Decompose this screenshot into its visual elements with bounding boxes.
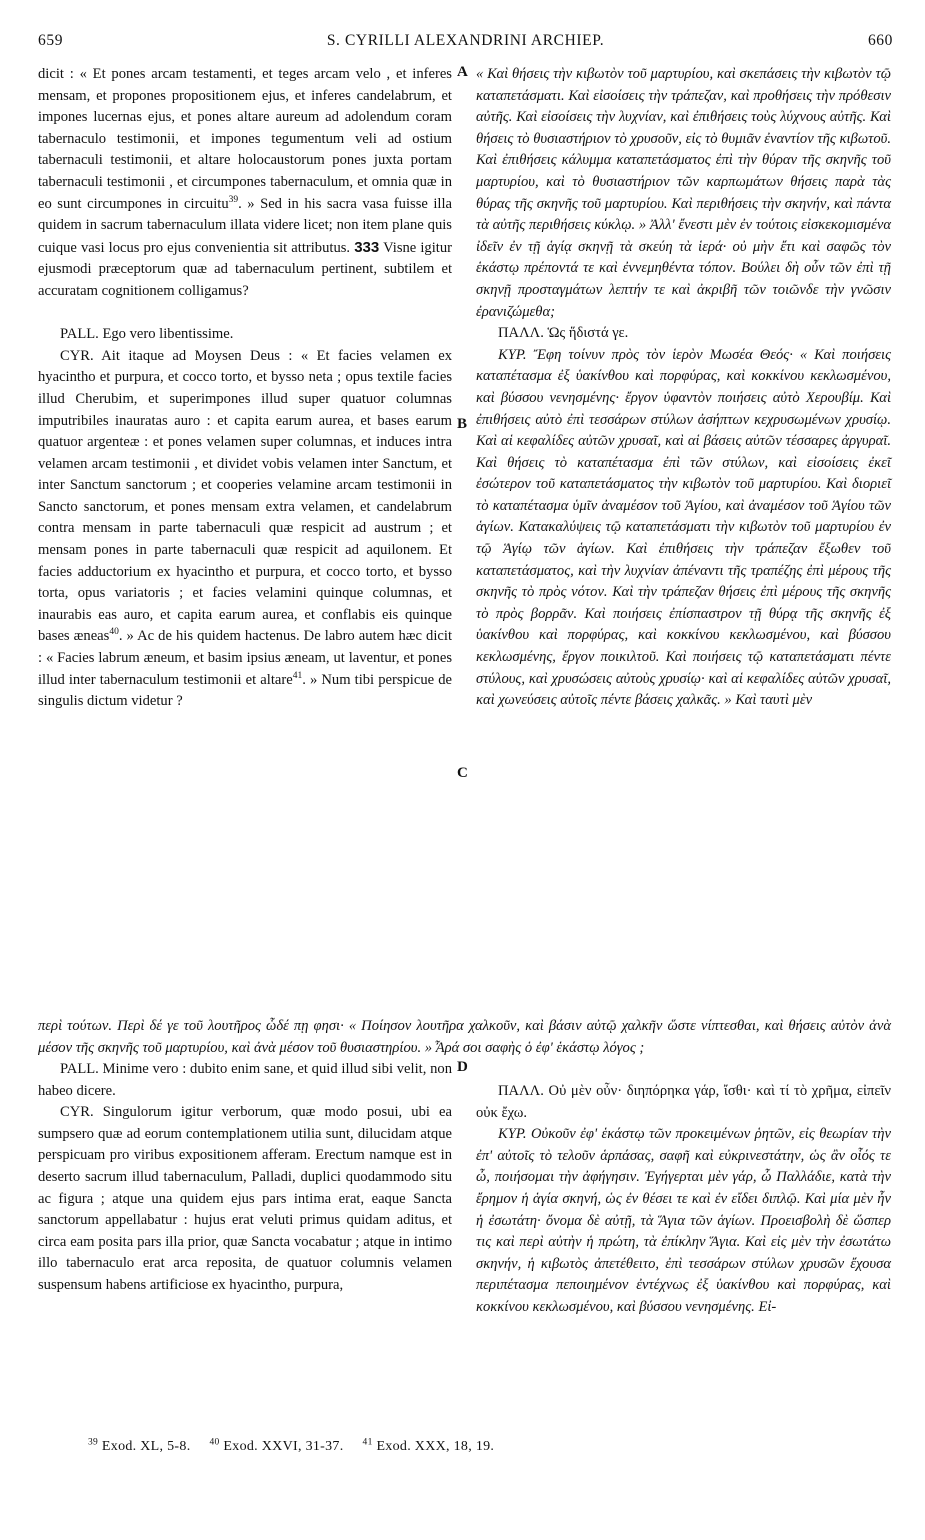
greek-span-paragraph: περὶ τούτων. Περὶ δέ γε τοῦ λουτῆρος ὧδέ πῃ φησι· « Ποίησον λουτῆρα χαλκοῦν, καὶ βάσιν αὐτῷ χαλκῆν ὥστε νίπτεσθαι, καὶ θήσεις αὐτὸν ἀνὰ μέσον τῆς σκηνῆς τοῦ μαρτυρίου, καὶ ἀνὰ μέσον τοῦ θυσιαστηρίου. » Ἆρά σοι σαφὴς ὁ ἐφ' ἑκάστῳ λόγος ; <box>38 1018 891 1056</box>
running-title: S. CYRILLI ALEXANDRINI ARCHIEP. <box>326 32 605 49</box>
latin-paragraph <box>38 64 452 303</box>
footnote-marker-39: 39 <box>88 1437 99 1448</box>
footnote-41: Exod. XXX, 18, 19. <box>376 1439 495 1454</box>
margin-letter-c: C <box>457 765 468 781</box>
margin-letter-d: D <box>457 1059 468 1075</box>
greek-speaker-kyr-bottom: ΚΥΡ. Οὐκοῦν ἐφ' ἑκάστῳ τῶν προκειμένων ῥητῶν, εἰς θεωρίαν τὴν ἐπ' αὐτοῖς τὸ τελοῦν ἁρπάσας, σαφῆ καὶ εὐκρινεστάτην, ὡς ἂν οἷός τε ὦ, ποιήσομαι τὴν ἀφήγησιν. Ἐγήγερται μὲν γάρ, ὦ Παλλάδιε, κατὰ τὴν ἔρημον ἡ ἁγία σκηνή, ὡς ἐν θέσει τε καὶ ἐν εἴδει διπλῷ. Καὶ μία μὲν ἦν ἡ ἐσωτάτη· ὄνομα δὲ αὐτῇ, τὰ Ἅγια τῶν ἁγίων. Προεισβολὴ δὲ ὥσπερ τις καὶ περὶ αὐτὴν ἡ πρώτη, τὰ ἐπίκλην Ἅγια. Καὶ εἰς μὲν τὴν ἐσωτάτω σκηνήν, ἡ κιβωτὸς ἀπετέθειτο, ἐπὶ τεσσάρων στύλων χρυσῶν ἔχουσα περιπέτασμα πεποιημένον ἐντέχνως ἐξ ὑακίνθου καὶ πορφύρας, καὶ κοκκίνου κεκλωσμένου, καὶ βύσσου νενησμένης. Εἰ- <box>476 1126 891 1315</box>
footnote-ref-39: 39 <box>228 194 239 205</box>
greek-column-bottom <box>476 1081 891 1319</box>
speaker-cyr-paragraph <box>38 346 452 713</box>
greek-speaker-pall-bottom: ΠΑΛΛ. Οὐ μὲν οὖν· διηπόρηκα γάρ, ἴσθι· καὶ τί τὸ χρῆμα, εἰπεῖν οὐκ ἔχω. <box>476 1083 891 1121</box>
latin-text: dicit : « Et pones arcam testamenti, et teges arcam velo , et inferes mensam, et propones propositionem ejus, et inferes candelabrum, et impones lucernas ejus, et pones altare aureum ad adolendum coram tabernaculo testimonii, et impones tegumentum veli ad ostium tabernaculi testimonii, et altare holocaustorum pones juxta portam tabernaculi testimonii , et circumpones tabernaculum, et omnia quæ in eo sunt circumpones in circuitu <box>38 66 452 212</box>
speaker-cyr-bottom: CYR. Singulorum igitur verborum, quæ modo posui, ubi ea sumpsero quæ ad eorum contemplationem utilia sunt, dilucidam atque perspicuam pro viribus expositionem afferam. Erectum namque est in deserto sacrum illud tabernaculum, Palladi, duplici quodammodo situ ac figura ; atque una quidem ejus pars intima erat, eaque Sancta sanctorum appellabatur : hujus erat veluti primus quidam aditus, et circa eam posita pars illa prior, quæ Sancta vocabatur ; atque in intimo illo tabernaculo erat arca reposita, de quatuor columnis velamen suspensum habens artificiose ex hyacintho, purpura, <box>38 1104 452 1293</box>
greek-column-top <box>476 64 891 712</box>
margin-letter-a: A <box>457 64 468 80</box>
latin-text: CYR. Ait itaque ad Moysen Deus : « Et facies velamen ex hyacintho et purpura, et cocco torto, et bysso neta ; opus textile facies illud Cherubim, et superimpones illud super quatuor columnas imputribiles inauratas auro : et capita earum aurea, et bases earum quatuor argenteæ : et pones velamen super columnas, et induces intra velamen arcam testimonii , et dividet vobis velamen inter Sanctum, et inter Sanctum sanctorum ; et cooperies velamine arcam testimonii in Sancto sanctorum, et pones mensam extra velamen, et candelabrum contra mensam in parte tabernaculi quæ respicit ad austrum ; et mensam pones in parte tabernaculi quæ respicit ad aquilonem. Et facies adductorium ex hyacintho et purpura, et cocco torto, et bysso torta, opus variatoris ; et facies velamini quinque columnas, et inaurabis eas auro, et capita earum aurea, et conflabis eis quinque bases æneas <box>38 347 452 645</box>
footnote-39: Exod. XL, 5-8. <box>101 1439 191 1454</box>
latin-text: . » Num tibi perspicue de singulis dictum videtur ? <box>38 671 452 710</box>
footnote-40: Exod. XXVI, 31-37. <box>223 1439 344 1454</box>
footnote-ref-41: 41 <box>292 670 303 681</box>
greek-speaker-pall: ΠΑΛΛ. Ὡς ἥδιστά γε. <box>498 325 629 342</box>
latin-text: Visne igitur ejusmodi præceptorum quæ ad tabernaculum pertinent, subtilem et accuratam cognitionem colligamus? <box>38 239 452 299</box>
footnote-ref-40: 40 <box>109 627 119 638</box>
speaker-pall-bottom: PALL. Minime vero : dubito enim sane, et quid illud sibi velit, non habeo dicere. <box>38 1061 452 1099</box>
speaker-pall: PALL. Ego vero libentissime. <box>60 326 234 343</box>
page-number-left: 659 <box>38 32 64 49</box>
greek-speaker-kyr: ΚΥΡ. Ἔφη τοίνυν πρὸς τὸν ἱερὸν Μωσέα Θεός· « Καὶ ποιήσεις καταπέτασμα ἐξ ὑακίνθου καὶ πορφύρας, καὶ κοκκίνου κεκλωσμένου, καὶ βύσσου νενησμένης· ἔργον ὑφαντὸν ποιήσεις αὐτὸ Χερουβίμ. Καὶ ἐπιθήσεις αὐτὸ ἐπὶ τεσσάρων στύλων ἀσήπτων κεχρυσωμένων χρυσίῳ. Καὶ αἱ κεφαλίδες αὐτῶν χρυσαῖ, καὶ αἱ βάσεις αὐτῶν τέσσαρες ἀργυραῖ. Καὶ θήσεις τὸ καταπέτασμα ἐπὶ τῶν στύλων, καὶ εἰσοίσεις ἐκεῖ ἐσώτερον τοῦ καταπετάσματος τὴν κιβωτὸν τοῦ μαρτυρίου. Καὶ διοριεῖ τὸ καταπέτασμα ὑμῖν ἀναμέσον τοῦ Ἁγίου, καὶ ἀναμέσον τοῦ Ἁγίου τῶν ἁγίων. Κατακαλύψεις τῷ καταπετάσματι τὴν κιβωτὸν τοῦ μαρτυρίου ἐν τῷ Ἁγίῳ τῶν ἁγίων. Καὶ ἐπιθήσεις τὴν τράπεζαν ἔξωθεν τοῦ καταπετάσματος, καὶ τὴν λυχνίαν ἀπέναντι τῆς τραπέζης ἐπὶ μέρους τῆς σκηνῆς τὸ πρὸς νότον. Καὶ τὴν τράπεζαν θήσεις ἐπὶ μέρους τῆς σκηνῆς τὸ πρὸς βορρᾶν. Καὶ ποιήσεις ἐπίσπαστρον τῇ θύρᾳ τῆς σκηνῆς ἐξ ὑακίνθου καὶ πορφύρας, καὶ κοκκίνου κεκλωσμένου, καὶ βύσσου κεκλωσμένης, ἔργον ποικιλτοῦ. Καὶ ποιήσεις τῷ καταπετάσματι πέντε στύλους, καὶ χρυσώσεις αὐτοὺς χρυσίῳ· καὶ αἱ κεφαλίδες αὐτῶν χρυσαῖ, καὶ χωνεύσεις αὐτοῖς πέντε βάσεις χαλκᾶς. » Καὶ ταυτὶ μὲν <box>476 346 891 709</box>
latin-column-bottom <box>38 1059 452 1297</box>
latin-column-top <box>38 64 452 713</box>
latin-text: . » Ac de his quidem hactenus. De labro autem hæc dicit : « Facies labrum æneum, et basim ipsius æneam, ut laventur, et pones illud inter tabernaculum testimonii et altare <box>38 628 452 688</box>
footnotes <box>88 1439 848 1455</box>
margin-letter-b: B <box>457 416 468 432</box>
footnote-marker-41: 41 <box>362 1437 373 1448</box>
column-number: 333 <box>354 238 380 256</box>
footnote-marker-40: 40 <box>209 1437 220 1448</box>
running-header <box>38 32 893 56</box>
greek-paragraph: « Καὶ θήσεις τὴν κιβωτὸν τοῦ μαρτυρίου, καὶ σκεπάσεις τὴν κιβωτὸν τῷ καταπετάσματι. Καὶ εἰσοίσεις τὴν τράπεζαν, καὶ προθήσεις τὴν πρόθεσιν αὐτῆς. Καὶ εἰσοίσεις τὴν λυχνίαν, καὶ ἐπιθήσεις τοὺς λύχνους αὐτῆς. Καὶ θήσεις τὸ θυσιαστήριον τὸ χρυσοῦν, εἰς τὸ θυμιᾶν ἐναντίον τῆς κιβωτοῦ. Καὶ ἐπιθήσεις κάλυμμα καταπετάσματος ἐπὶ τὴν θύραν τῆς σκηνῆς τοῦ μαρτυρίου, καὶ τὸ θυσιαστήριον τῶν καρπωμάτων θήσεις παρὰ τὰς θύρας τῆς σκηνῆς τοῦ μαρτυρίου. Καὶ περιθήσεις τὴν σκηνήν, καὶ πάντα τὰ αὐτῆς περιθήσεις κύκλῳ. » Ἀλλ' ἔνεστι μὲν ἐν τούτοις εἰσκεκομισμένα ἰδεῖν ἐν τῇ ἁγίᾳ σκηνῇ τὰ σκεύη τὰ ἱερά· οὐ μὴν ἔτι καὶ σαφῶς τὸν ἑκάστῳ πρέποντά τε καὶ ἐννεμηθέντα τόπον. Βούλει δὴ οὖν τῶν ἐπὶ τῇ σκηνῇ προσταγμάτων λεπτήν τε καὶ ἀκριβῆ τῶν τοιῶνδε τὴν γνῶσιν ἐρανιζώμεθα; <box>476 66 891 320</box>
greek-spanning-text <box>38 1016 891 1059</box>
latin-text: . » Sed in his sacra vasa fuisse illa quidem in sacrum tabernaculum illata videre licet; non item plane quis cuique vasi locus pro ejus convenientia sit attributus. <box>38 195 452 256</box>
page-number-right: 660 <box>867 32 893 49</box>
